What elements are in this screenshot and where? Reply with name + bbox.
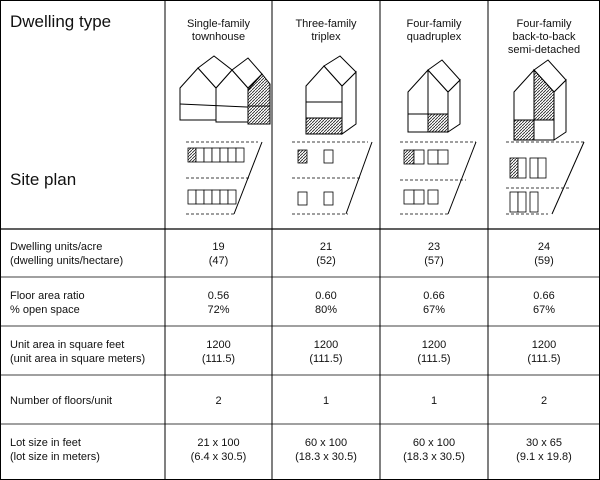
cell-value: 67% bbox=[532, 304, 556, 316]
cell-value: 19 bbox=[212, 241, 225, 253]
cell-value: 1200 bbox=[206, 339, 231, 351]
table-cell bbox=[165, 338, 272, 366]
cell-value: 2 bbox=[215, 395, 222, 407]
column-header-townhouse bbox=[165, 18, 272, 44]
cell-value: 21 bbox=[319, 241, 333, 253]
column-header-quadruplex bbox=[380, 18, 488, 44]
row-label-lot-size bbox=[10, 436, 100, 464]
cell-value: (18.3 x 30.5) bbox=[403, 451, 465, 463]
cell-value: 72% bbox=[207, 304, 230, 316]
cell-value: 1200 bbox=[313, 339, 339, 351]
table-cell bbox=[380, 240, 488, 268]
cell-value: (59) bbox=[534, 255, 554, 267]
column-header-line: quadruplex bbox=[406, 31, 462, 43]
table-cell bbox=[488, 436, 600, 464]
triplex-building-icon bbox=[306, 56, 356, 134]
row-label-line: (lot size in meters) bbox=[10, 451, 100, 463]
cell-value: 1 bbox=[322, 395, 330, 407]
cell-value: (111.5) bbox=[527, 353, 561, 365]
row-label-line: Unit area in square feet bbox=[10, 339, 125, 351]
table-cell bbox=[488, 338, 600, 366]
table-cell bbox=[380, 436, 488, 464]
row-label-line: Dwelling units/acre bbox=[10, 241, 103, 253]
quadruplex-site-plan-icon bbox=[400, 142, 476, 214]
cell-value: 0.56 bbox=[207, 290, 230, 302]
table-cell bbox=[165, 289, 272, 317]
table-cell bbox=[272, 289, 380, 317]
column-header-line: triplex bbox=[311, 31, 341, 43]
dwelling-type-label: Dwelling type bbox=[10, 12, 112, 31]
quadruplex-building-icon bbox=[408, 60, 460, 132]
column-header-line: townhouse bbox=[191, 31, 246, 43]
back-to-back-site-plan-icon bbox=[506, 142, 584, 214]
cell-value: (57) bbox=[424, 255, 444, 267]
cell-value: 23 bbox=[427, 241, 441, 253]
cell-value: 30 x 65 bbox=[525, 437, 563, 449]
cell-value: 1200 bbox=[421, 339, 447, 351]
row-label-line: Floor area ratio bbox=[10, 290, 85, 302]
townhouse-site-plan-icon bbox=[186, 142, 262, 214]
column-header-line: Single-family bbox=[187, 18, 250, 30]
cell-value: 80% bbox=[314, 304, 338, 316]
cell-value: 0.60 bbox=[315, 290, 337, 302]
cell-value: 0.66 bbox=[423, 290, 445, 302]
cell-value: (111.5) bbox=[309, 353, 343, 365]
table-cell bbox=[165, 240, 272, 268]
table-cell bbox=[272, 436, 380, 464]
table-cell bbox=[380, 394, 488, 408]
cell-value: (6.4 x 30.5) bbox=[190, 451, 247, 463]
row-label-floor-area bbox=[10, 289, 85, 317]
table-cell bbox=[165, 436, 272, 464]
table-cell bbox=[488, 394, 600, 408]
column-header-line: Four-family bbox=[406, 18, 462, 30]
cell-value: 0.66 bbox=[533, 290, 555, 302]
row-label-line: Lot size in feet bbox=[10, 437, 81, 449]
cell-value: 60 x 100 bbox=[304, 437, 348, 449]
cell-value: 2 bbox=[540, 395, 548, 407]
cell-value: (9.1 x 19.8) bbox=[516, 451, 572, 463]
cell-value: (18.3 x 30.5) bbox=[295, 451, 357, 463]
column-header-line: back-to-back bbox=[512, 31, 576, 43]
row-label-dwelling-units bbox=[10, 240, 123, 268]
table-cell bbox=[272, 240, 380, 268]
cell-value: (52) bbox=[316, 255, 336, 267]
column-header-back-to-back bbox=[488, 18, 600, 57]
table-cell bbox=[488, 289, 600, 317]
cell-value: 60 x 100 bbox=[412, 437, 456, 449]
row-label-unit-area bbox=[10, 338, 145, 366]
site-plan-label: Site plan bbox=[10, 170, 77, 189]
townhouse-building-icon bbox=[180, 56, 270, 124]
cell-value: 1200 bbox=[531, 339, 557, 351]
table-cell bbox=[165, 394, 272, 408]
cell-value: (47) bbox=[208, 255, 229, 267]
table-cell bbox=[488, 240, 600, 268]
row-label-line: Number of floors/unit bbox=[10, 395, 113, 407]
column-header-line: Four-family bbox=[516, 18, 572, 30]
table-cell bbox=[272, 394, 380, 408]
cell-value: (111.5) bbox=[201, 353, 236, 365]
column-header-triplex bbox=[272, 18, 380, 44]
cell-value: 24 bbox=[537, 241, 551, 253]
table-cell bbox=[272, 338, 380, 366]
row-label-floors bbox=[10, 394, 112, 408]
column-header-line: Three-family bbox=[295, 18, 357, 30]
triplex-site-plan-icon bbox=[292, 142, 372, 214]
column-header-line: semi-detached bbox=[507, 44, 581, 56]
cell-value: 67% bbox=[422, 304, 446, 316]
row-label-line: (unit area in square meters) bbox=[10, 353, 146, 365]
row-label-line: (dwelling units/hectare) bbox=[10, 255, 124, 267]
cell-value: (111.5) bbox=[417, 353, 451, 365]
table-cell bbox=[380, 338, 488, 366]
cell-value: 21 x 100 bbox=[197, 437, 240, 449]
row-label-line: % open space bbox=[10, 304, 80, 316]
cell-value: 1 bbox=[430, 395, 438, 407]
table-cell bbox=[380, 289, 488, 317]
back-to-back-building-icon bbox=[514, 60, 566, 140]
